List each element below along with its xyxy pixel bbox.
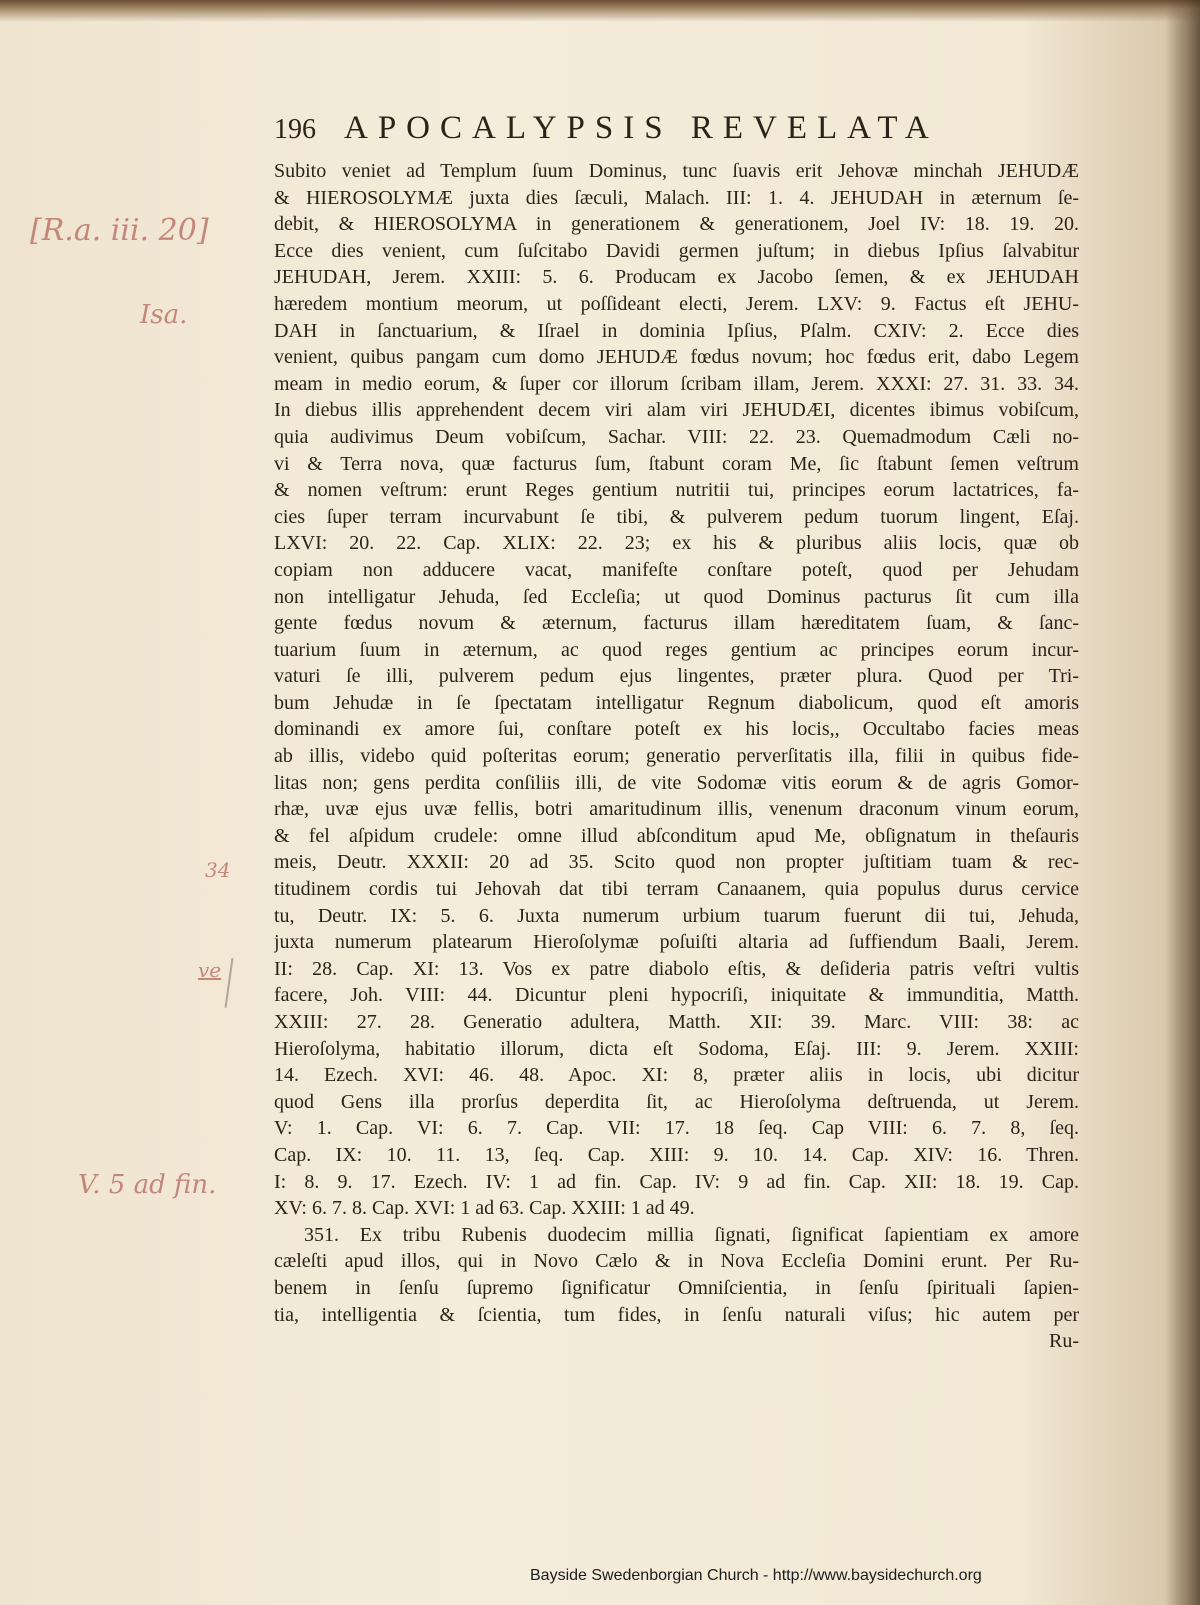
text-line: quia audivimus Deum vobiſcum, Sachar. VIII: 22. 23. Quemadmodum Cæli no- <box>274 425 1079 448</box>
text-line: meis, Deutr. XXXII: 20 ad 35. Scito quod non propter juſtitiam tuam & rec- <box>274 851 1079 874</box>
text-line: & HIEROSOLYMÆ juxta dies ſæculi, Malach. III: 1. 4. JEHUDAH in æternum ſe- <box>274 186 1079 209</box>
body-text <box>274 158 1079 1355</box>
running-head <box>274 110 1034 154</box>
margin-note-34: 34 <box>205 858 231 882</box>
text-line: JEHUDAH, Jerem. XXIII: 5. 6. Producam ex Jacobo ſemen, & ex JEHUDAH <box>274 266 1079 289</box>
text-line: dominandi ex amore ſui, conſtare poteſt ex his locis,, Occultabo facies meas <box>274 718 1079 741</box>
text-line: bum Jehudæ in ſe ſpectatam intelligatur Regnum diabolicum, quod eſt amoris <box>274 691 1079 714</box>
page-number: 196 <box>274 114 316 145</box>
text-line: gente fœdus novum & æternum, facturus illam hæreditatem ſuam, & ſanc- <box>274 612 1079 635</box>
text-line: II: 28. Cap. XI: 13. Vos ex patre diabolo eſtis, & deſideria patris veſtri vultis <box>274 957 1079 980</box>
text-line: titudinem cordis tui Jehovah dat tibi terram Canaanem, quia populus durus cervice <box>274 878 1079 901</box>
margin-note-reference: [R.a. iii. 20] <box>30 213 209 248</box>
text-line: LXVI: 20. 22. Cap. XLIX: 22. 23; ex his & pluribus aliis locis, quæ ob <box>274 532 1079 555</box>
text-line: & fel aſpidum crudele: omne illud abſconditum apud Me, obſignatum in theſauris <box>274 824 1079 847</box>
text-line: copiam non adducere vacat, manifeſte conſtare poteſt, quod per Jehudam <box>274 558 1079 581</box>
text-line: facere, Joh. VIII: 44. Dicuntur pleni hypocriſi, iniquitate & immunditia, Matth. <box>274 984 1079 1007</box>
text-line: meam in medio eorum, & ſuper cor illorum ſcribam illam, Jerem. XXXI: 27. 31. 33. 34. <box>274 372 1079 395</box>
page-top-edge <box>0 0 1200 22</box>
catchword: Ru- <box>1049 1330 1079 1353</box>
text-line: venient, quibus pangam cum domo JEHUDÆ fœdus novum; hoc fœdus erit, dabo Legem <box>274 346 1079 369</box>
section-351-start: 351. Ex tribu Rubenis duodecim millia ſignati, ſignificat ſapientiam ex amore <box>304 1223 1079 1246</box>
margin-note-isa: Isa. <box>140 300 188 330</box>
text-line: XXIII: 27. 28. Generatio adultera, Matth. XII: 39. Marc. VIII: 38: ac <box>274 1011 1079 1033</box>
text-line: vaturi ſe illi, pulverem pedum ejus lingentes, præter plura. Quod per Tri- <box>274 665 1079 688</box>
text-line: quod Gens illa prorſus deperdita ſit, ac Hieroſolyma deſtruenda, ut Jerem. <box>274 1090 1079 1113</box>
text-line: litas non; gens perdita conſiliis illi, de vite Sodomæ vitis eorum & de agris Gomor- <box>274 771 1079 794</box>
text-line: 14. Ezech. XVI: 46. 48. Apoc. XI: 8, præter aliis in locis, ubi dicitur <box>274 1064 1079 1087</box>
text-line: Cap. IX: 10. 11. 13, ſeq. Cap. XIII: 9. 10. 14. Cap. XIV: 16. Thren. <box>274 1143 1079 1166</box>
text-line: cæleſti apud illos, qui in Novo Cælo & in Nova Eccleſia Domini erunt. Per Ru- <box>274 1250 1079 1273</box>
text-line: benem in ſenſu ſupremo ſignificatur Omniſcientia, in ſenſu ſpirituali ſapien- <box>274 1276 1079 1299</box>
book-title: APOCALYPSIS REVELATA <box>344 110 939 146</box>
text-line: Subito veniet ad Templum ſuum Dominus, tunc ſuavis erit Jehovæ minchah JEHUDÆ <box>274 160 1079 182</box>
text-line: vi & Terra nova, quæ facturus ſum, ſtabunt coram Me, ſic ſtabunt ſemen veſtrum <box>274 452 1079 475</box>
text-line: tuarium ſuum in æternum, ac quod reges gentium ac principes eorum incur- <box>274 638 1079 661</box>
text-line: rhæ, uvæ ejus uvæ fellis, botri amaritudinum illis, venenum draconum vinum eorum, <box>274 798 1079 821</box>
text-line: debit, & HIEROSOLYMA in generationem & generationem, Joel IV: 18. 19. 20. <box>274 213 1079 236</box>
text-line: I: 8. 9. 17. Ezech. IV: 1 ad fin. Cap. IV: 9 ad fin. Cap. XII: 18. 19. Cap. <box>274 1170 1079 1193</box>
text-line: In diebus illis apprehendent decem viri alam viri JEHUDÆI, dicentes ibimus vobiſcum, <box>274 399 1079 422</box>
text-line: hæredem montium meorum, ut poſſideant electi, Jerem. LXV: 9. Factus eſt JEHU- <box>274 292 1079 315</box>
margin-note-ve: ve <box>198 958 222 982</box>
text-line: ab illis, videbo quid poſteritas eorum; generatio perverſitatis illa, filii in quibus fide- <box>274 745 1079 768</box>
text-line: XV: 6. 7. 8. Cap. XVI: 1 ad 63. Cap. XXIII: 1 ad 49. <box>274 1197 695 1220</box>
footer-credit: Bayside Swedenborgian Church - http://www.baysidechurch.org <box>530 1567 982 1584</box>
text-line: Hieroſolyma, habitatio illorum, dicta eſt Sodoma, Eſaj. III: 9. Jerem. XXIII: <box>274 1037 1079 1060</box>
text-line: non intelligatur Jehuda, ſed Eccleſia; ut quod Dominus pacturus ſit cum illa <box>274 585 1079 608</box>
text-line: tia, intelligentia & ſcientia, tum fides, in ſenſu naturali viſus; hic autem per <box>274 1303 1079 1326</box>
text-line: Ecce dies venient, cum ſuſcitabo Davidi germen juſtum; in diebus Ipſius ſalvabitur <box>274 239 1079 262</box>
text-line: V: 1. Cap. VI: 6. 7. Cap. VII: 17. 18 ſeq. Cap VIII: 6. 7. 8, ſeq. <box>274 1117 1079 1140</box>
book-spine-shadow <box>1166 0 1200 1605</box>
text-line: juxta numerum platearum Hieroſolymæ poſuiſti altaria ad ſuffiendum Baali, Jerem. <box>274 931 1079 954</box>
text-line: DAH in ſanctuarium, & Iſrael in dominia Ipſius, Pſalm. CXIV: 2. Ecce dies <box>274 319 1079 342</box>
text-line: & nomen veſtrum: erunt Reges gentium nutritii tui, principes eorum lactatrices, fa- <box>274 479 1079 502</box>
text-line: tu, Deutr. IX: 5. 6. Juxta numerum urbium tuarum fuerunt dii tui, Jehuda, <box>274 904 1079 927</box>
text-line: cies ſuper terram incurvabunt ſe tibi, & pulverem pedum tuorum lingent, Eſaj. <box>274 505 1079 528</box>
margin-note-ad-fin: V. 5 ad fin. <box>78 1170 217 1200</box>
